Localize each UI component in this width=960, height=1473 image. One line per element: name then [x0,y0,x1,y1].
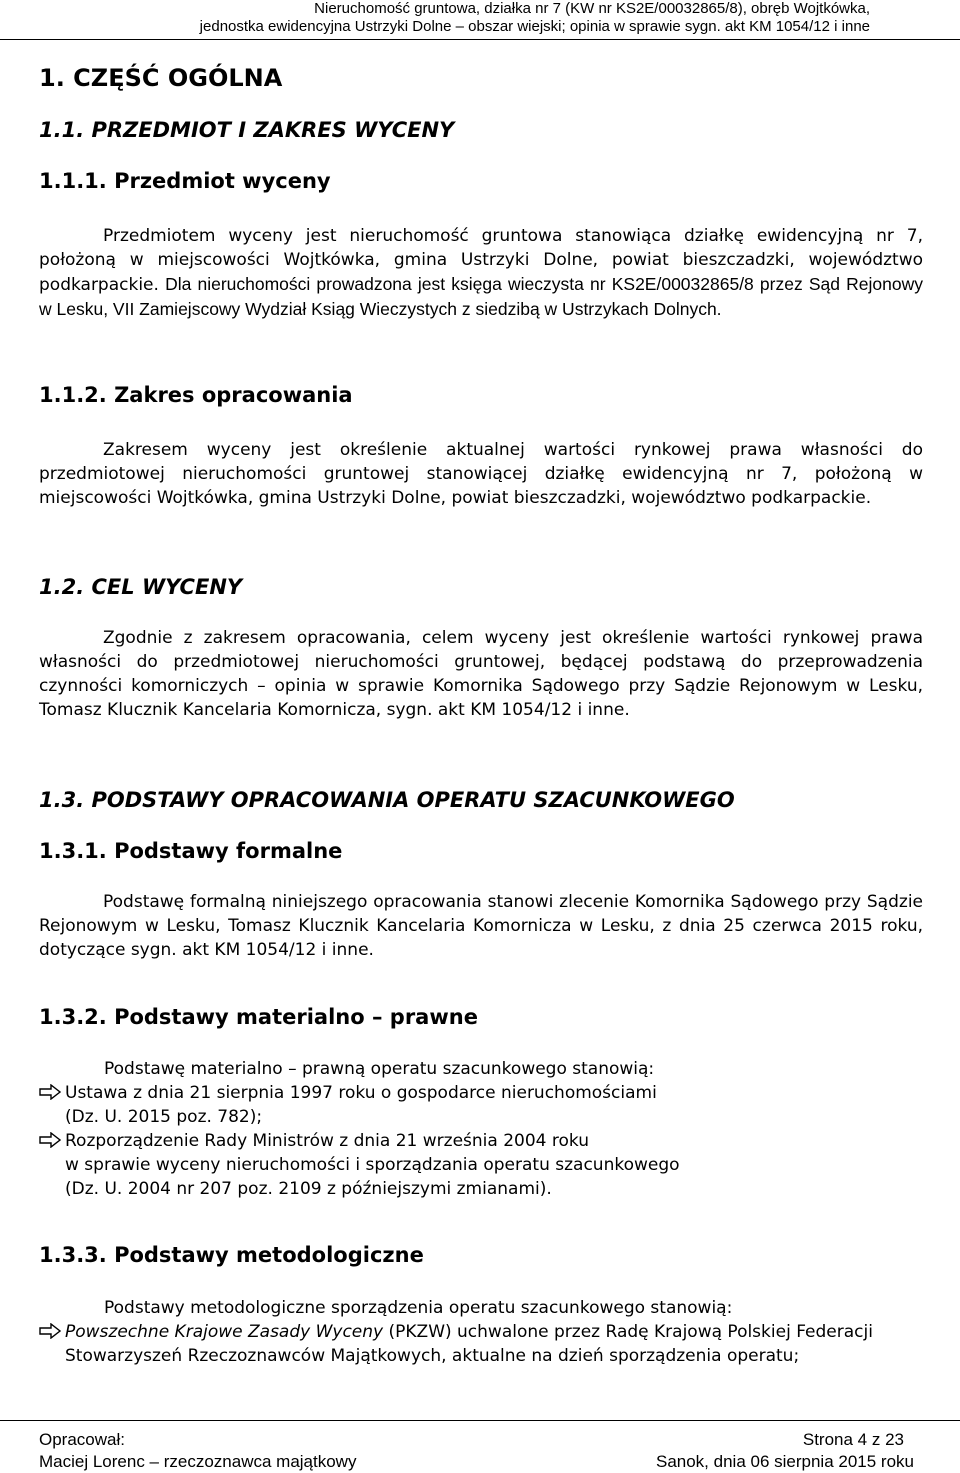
paragraph-cel: Zgodnie z zakresem opracowania, celem wyceny jest określenie wartości rynkowej prawa własności do przedmiotowej nieruchomości gruntowej, będącej podstawą do przeprowadzenia czynności komorniczych – opinia w sprawie Komornika Sądowego przy Sądzie Rejonowym w Lesku, Tomasz Klucznik Kancelaria Komornicza, sygn. akt KM 1054/12 i inne. [39,628,923,720]
paragraph-przedmiot-part-1: Przedmiotem wyceny jest nieruchomość gruntowa stanowiąca działkę ewidencyjną nr 7, położoną w miejscowości Wojtkówka, gmina Ustrzyki Dolne, powiat bieszczadzki, województwo podkarpackie. [39,226,923,295]
footer-place-date: Sanok, dnia 06 sierpnia 2015 roku [655,1452,914,1471]
section-1-1-2-heading: 1.1.2. Zakres opracowania [39,383,353,407]
hollow-right-arrow-icon [39,1323,61,1339]
running-header [50,0,870,36]
section-1-3-1-heading: 1.3.1. Podstawy formalne [39,839,343,863]
hollow-right-arrow-icon [39,1084,61,1100]
bullet-pkzw-rest: (PKZW) uchwalone przez Radę Krajową Polskiej Federacji Stowarzyszeń Rzeczoznawców Majątkowych, aktualne na dzień sporządzenia operatu; [65,1322,873,1366]
footer-prepared-label: Opracował: [39,1430,125,1449]
bullet-rozporzadzenie-line-2: w sprawie wyceny nieruchomości i sporządzania operatu szacunkowego [65,1155,680,1175]
header-line-2: jednostka ewidencyjna Ustrzyki Dolne – obszar wiejski; opinia w sprawie sygn. akt KM 1054/12 i inne [199,18,870,35]
header-rule [0,39,960,40]
bullet-item-pkzw [39,1320,909,1368]
intro-metodologiczne: Podstawy metodologiczne sporządzenia operatu szacunkowego stanowią: [104,1298,733,1318]
hollow-right-arrow-icon [39,1132,61,1148]
paragraph-zakres: Zakresem wyceny jest określenie aktualnej wartości rynkowej prawa własności do przedmiotowej nieruchomości gruntowej stanowiącej działkę ewidencyjną nr 7, położoną w miejscowości Wojtkówka, gmina Ustrzyki Dolne, powiat bieszczadzki, województwo podkarpackie. [39,440,923,508]
bullet-rozporzadzenie-line-1: Rozporządzenie Rady Ministrów z dnia 21 września 2004 roku [65,1131,589,1151]
section-1-1-1-heading: 1.1.1. Przedmiot wyceny [39,169,331,193]
section-1-heading: 1. CZĘŚĆ OGÓLNA [39,64,283,92]
bullet-item-rozporzadzenie [39,1129,923,1201]
section-1-3-heading: 1.3. PODSTAWY OPRACOWANIA OPERATU SZACUNKOWEGO [39,788,735,812]
section-1-3-2-heading: 1.3.2. Podstawy materialno – prawne [39,1005,478,1029]
paragraph-przedmiot-part-2: Dla nieruchomości prowadzona jest księga wieczysta nr KS2E/00032865/8 przez Sąd Rejonowy w Lesku, VII Zamiejscowy Wydział Ksiąg Wieczystych z siedzibą w Ustrzykach Dolnych. [39,274,923,319]
bullet-ustawa-line-1: Ustawa z dnia 21 sierpnia 1997 roku o gospodarce nieruchomościami [65,1083,657,1103]
section-1-1-heading: 1.1. PRZEDMIOT I ZAKRES WYCENY [39,118,455,142]
bullet-pkzw-italic: Powszechne Krajowe Zasady Wyceny [65,1322,384,1342]
section-1-3-3-heading: 1.3.3. Podstawy metodologiczne [39,1243,424,1267]
paragraph-podstawy-formalne: Podstawę formalną niniejszego opracowania stanowi zlecenie Komornika Sądowego przy Sądzie Rejonowym w Lesku, Tomasz Klucznik Kancelaria Komornicza w Lesku, z dnia 25 czerwca 2015 roku, dotyczące sygn. akt KM 1054/12 i inne. [39,892,923,960]
bullet-rozporzadzenie-line-3: (Dz. U. 2004 nr 207 poz. 2109 z późniejszymi zmianami). [65,1179,552,1199]
header-line-1: Nieruchomość gruntowa, działka nr 7 (KW nr KS2E/00032865/8), obręb Wojtkówka, [314,0,870,17]
footer-author: Maciej Lorenc – rzeczoznawca majątkowy [39,1452,357,1471]
paragraph-przedmiot [39,224,923,322]
section-1-2-heading: 1.2. CEL WYCENY [39,575,243,599]
bullet-ustawa-line-2: (Dz. U. 2015 poz. 782); [65,1107,263,1127]
bullet-item-ustawa [39,1081,923,1129]
footer-rule [0,1420,960,1421]
intro-materialno-prawne: Podstawę materialno – prawną operatu szacunkowego stanowią: [104,1059,655,1079]
footer-page-number: Strona 4 z 23 [802,1430,904,1449]
